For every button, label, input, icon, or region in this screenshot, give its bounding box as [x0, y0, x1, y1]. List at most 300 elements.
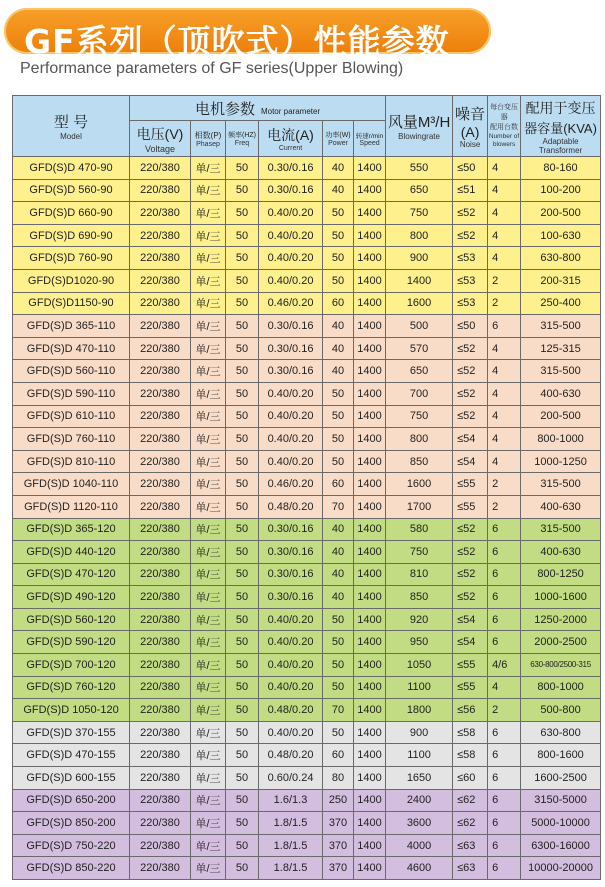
- cell-freq: 50: [226, 699, 259, 722]
- cell-freq: 50: [226, 337, 259, 360]
- cell-blowers: 6: [488, 586, 521, 609]
- table-row: [13, 857, 601, 880]
- cell-noise: ≤52: [453, 405, 488, 428]
- cell-airflow: 810: [386, 563, 453, 586]
- cell-phase: 单/三: [191, 450, 226, 473]
- cell-noise: ≤54: [453, 450, 488, 473]
- cell-blowers: 6: [488, 721, 521, 744]
- header-voltage: [130, 121, 191, 157]
- cell-model: GFD(S)D 1040-110: [13, 473, 130, 496]
- cell-model: GFD(S)D 600-155: [13, 767, 130, 790]
- cell-blowers: 2: [488, 473, 521, 496]
- table-row: [13, 563, 601, 586]
- cell-voltage: 220/380: [130, 721, 191, 744]
- cell-model: GFD(S)D 590-120: [13, 631, 130, 654]
- cell-model: GFD(S)D 470-155: [13, 744, 130, 767]
- cell-airflow: 920: [386, 608, 453, 631]
- header-motor: [130, 96, 386, 121]
- cell-voltage: 220/380: [130, 834, 191, 857]
- cell-phase: 单/三: [191, 699, 226, 722]
- cell-speed: 1400: [354, 563, 386, 586]
- cell-speed: 1400: [354, 473, 386, 496]
- cell-blowers: 2: [488, 495, 521, 518]
- cell-blowers: 6: [488, 518, 521, 541]
- cell-power: 250: [323, 789, 354, 812]
- cell-current: 0.48/0.20: [259, 495, 323, 518]
- cell-noise: ≤62: [453, 812, 488, 835]
- cell-model: GFD(S)D 490-120: [13, 586, 130, 609]
- cell-speed: 1400: [354, 541, 386, 564]
- table-row: [13, 789, 601, 812]
- cell-model: GFD(S)D 560-110: [13, 360, 130, 383]
- cell-phase: 单/三: [191, 676, 226, 699]
- cell-noise: ≤55: [453, 473, 488, 496]
- cell-freq: 50: [226, 247, 259, 270]
- cell-noise: ≤52: [453, 382, 488, 405]
- cell-phase: 单/三: [191, 789, 226, 812]
- cell-model: GFD(S)D 660-90: [13, 202, 130, 225]
- header-power-en: Power: [328, 140, 348, 147]
- cell-phase: 单/三: [191, 179, 226, 202]
- cell-speed: 1400: [354, 202, 386, 225]
- cell-current: 0.40/0.20: [259, 654, 323, 677]
- cell-noise: ≤63: [453, 857, 488, 880]
- header-model: [13, 96, 130, 157]
- cell-transformer: 125-315: [521, 337, 601, 360]
- cell-speed: 1400: [354, 382, 386, 405]
- cell-current: 0.30/0.16: [259, 157, 323, 180]
- header-power-cn: 功率(W): [325, 132, 351, 139]
- cell-blowers: 4/6: [488, 654, 521, 677]
- cell-power: 40: [323, 179, 354, 202]
- table-row: [13, 699, 601, 722]
- cell-blowers: 6: [488, 315, 521, 338]
- cell-freq: 50: [226, 315, 259, 338]
- cell-model: GFD(S)D 470-120: [13, 563, 130, 586]
- cell-speed: 1400: [354, 495, 386, 518]
- cell-voltage: 220/380: [130, 699, 191, 722]
- cell-freq: 50: [226, 179, 259, 202]
- header-noise-cn: 噪音: [455, 106, 486, 123]
- header-blowers-en: Number of blowers: [488, 133, 520, 148]
- cell-noise: ≤53: [453, 292, 488, 315]
- cell-transformer: 1600-2500: [521, 767, 601, 790]
- cell-blowers: 6: [488, 812, 521, 835]
- cell-model: GFD(S)D 610-110: [13, 405, 130, 428]
- table-row: [13, 405, 601, 428]
- cell-phase: 单/三: [191, 473, 226, 496]
- cell-blowers: 6: [488, 834, 521, 857]
- cell-speed: 1400: [354, 179, 386, 202]
- table-row: [13, 721, 601, 744]
- cell-transformer: 80-160: [521, 157, 601, 180]
- cell-current: 0.40/0.20: [259, 428, 323, 451]
- table-row: [13, 744, 601, 767]
- cell-freq: 50: [226, 224, 259, 247]
- header-blowers: [488, 96, 521, 157]
- cell-phase: 单/三: [191, 337, 226, 360]
- cell-model: GFD(S)D 1050-120: [13, 699, 130, 722]
- cell-noise: ≤54: [453, 428, 488, 451]
- cell-speed: 1400: [354, 721, 386, 744]
- cell-current: 0.60/0.24: [259, 767, 323, 790]
- cell-airflow: 900: [386, 247, 453, 270]
- cell-blowers: 6: [488, 563, 521, 586]
- performance-table: [12, 95, 601, 880]
- header-model-cn: 型 号: [53, 114, 89, 131]
- cell-freq: 50: [226, 428, 259, 451]
- header-power: [323, 121, 354, 157]
- cell-speed: 1400: [354, 315, 386, 338]
- table-row: [13, 269, 601, 292]
- cell-voltage: 220/380: [130, 247, 191, 270]
- cell-airflow: 800: [386, 428, 453, 451]
- cell-freq: 50: [226, 586, 259, 609]
- cell-model: GFD(S)D 760-90: [13, 247, 130, 270]
- cell-noise: ≤52: [453, 563, 488, 586]
- cell-transformer: 10000-20000: [521, 857, 601, 880]
- cell-model: GFD(S)D 700-120: [13, 654, 130, 677]
- cell-voltage: 220/380: [130, 224, 191, 247]
- cell-power: 50: [323, 428, 354, 451]
- cell-noise: ≤63: [453, 834, 488, 857]
- cell-voltage: 220/380: [130, 586, 191, 609]
- header-noise-unit: (A): [460, 124, 480, 140]
- cell-noise: ≤53: [453, 269, 488, 292]
- cell-model: GFD(S)D1150-90: [13, 292, 130, 315]
- cell-model: GFD(S)D 760-120: [13, 676, 130, 699]
- cell-voltage: 220/380: [130, 157, 191, 180]
- cell-blowers: 4: [488, 450, 521, 473]
- title-banner: [4, 8, 491, 61]
- cell-blowers: 2: [488, 269, 521, 292]
- cell-transformer: 250-400: [521, 292, 601, 315]
- cell-model: GFD(S)D 560-120: [13, 608, 130, 631]
- table-row: [13, 224, 601, 247]
- cell-model: GFD(S)D 810-110: [13, 450, 130, 473]
- cell-speed: 1400: [354, 586, 386, 609]
- header-airflow-en: Blowingrate: [398, 132, 440, 141]
- cell-voltage: 220/380: [130, 315, 191, 338]
- cell-voltage: 220/380: [130, 495, 191, 518]
- cell-freq: 50: [226, 202, 259, 225]
- cell-speed: 1400: [354, 405, 386, 428]
- cell-model: GFD(S)D 590-110: [13, 382, 130, 405]
- cell-transformer: 315-500: [521, 360, 601, 383]
- cell-voltage: 220/380: [130, 789, 191, 812]
- cell-model: GFD(S)D 690-90: [13, 224, 130, 247]
- table-row: [13, 292, 601, 315]
- cell-freq: 50: [226, 292, 259, 315]
- cell-freq: 50: [226, 269, 259, 292]
- cell-voltage: 220/380: [130, 450, 191, 473]
- cell-voltage: 220/380: [130, 676, 191, 699]
- cell-freq: 50: [226, 382, 259, 405]
- cell-power: 40: [323, 360, 354, 383]
- table-row: [13, 834, 601, 857]
- cell-current: 0.40/0.20: [259, 382, 323, 405]
- cell-airflow: 800: [386, 224, 453, 247]
- cell-phase: 单/三: [191, 563, 226, 586]
- cell-noise: ≤54: [453, 608, 488, 631]
- cell-transformer: 100-630: [521, 224, 601, 247]
- cell-noise: ≤53: [453, 247, 488, 270]
- cell-airflow: 1600: [386, 473, 453, 496]
- cell-transformer: 315-500: [521, 518, 601, 541]
- cell-model: GFD(S)D 440-120: [13, 541, 130, 564]
- cell-noise: ≤56: [453, 699, 488, 722]
- cell-transformer: 315-500: [521, 473, 601, 496]
- cell-airflow: 500: [386, 315, 453, 338]
- cell-phase: 单/三: [191, 586, 226, 609]
- table-row: [13, 586, 601, 609]
- cell-power: 370: [323, 812, 354, 835]
- cell-blowers: 4: [488, 224, 521, 247]
- cell-airflow: 1050: [386, 654, 453, 677]
- cell-phase: 单/三: [191, 767, 226, 790]
- cell-model: GFD(S)D1020-90: [13, 269, 130, 292]
- cell-transformer: 400-630: [521, 382, 601, 405]
- cell-phase: 单/三: [191, 631, 226, 654]
- cell-voltage: 220/380: [130, 563, 191, 586]
- header-noise: [453, 96, 488, 157]
- cell-power: 50: [323, 405, 354, 428]
- cell-model: GFD(S)D 560-90: [13, 179, 130, 202]
- cell-current: 0.48/0.20: [259, 744, 323, 767]
- cell-power: 50: [323, 382, 354, 405]
- cell-airflow: 550: [386, 157, 453, 180]
- cell-speed: 1400: [354, 834, 386, 857]
- table-row: [13, 654, 601, 677]
- cell-freq: 50: [226, 541, 259, 564]
- cell-transformer: 2000-2500: [521, 631, 601, 654]
- cell-model: GFD(S)D 850-200: [13, 812, 130, 835]
- cell-current: 0.40/0.20: [259, 676, 323, 699]
- cell-speed: 1400: [354, 744, 386, 767]
- cell-model: GFD(S)D 1120-110: [13, 495, 130, 518]
- cell-blowers: 4: [488, 428, 521, 451]
- table-body: [13, 157, 601, 880]
- cell-airflow: 750: [386, 202, 453, 225]
- cell-voltage: 220/380: [130, 541, 191, 564]
- header-model-en: Model: [60, 132, 82, 141]
- cell-transformer: 3150-5000: [521, 789, 601, 812]
- header-transformer-en: Adaptable Transformer: [538, 136, 583, 155]
- cell-current: 1.6/1.3: [259, 789, 323, 812]
- cell-voltage: 220/380: [130, 631, 191, 654]
- cell-noise: ≤52: [453, 202, 488, 225]
- cell-voltage: 220/380: [130, 269, 191, 292]
- cell-transformer: 630-800: [521, 247, 601, 270]
- cell-voltage: 220/380: [130, 767, 191, 790]
- cell-power: 50: [323, 202, 354, 225]
- cell-current: 0.30/0.16: [259, 518, 323, 541]
- cell-transformer: 800-1250: [521, 563, 601, 586]
- cell-blowers: 6: [488, 541, 521, 564]
- cell-phase: 单/三: [191, 834, 226, 857]
- header-current: [259, 121, 323, 157]
- cell-airflow: 1650: [386, 767, 453, 790]
- cell-freq: 50: [226, 676, 259, 699]
- cell-blowers: 4: [488, 405, 521, 428]
- cell-current: 0.40/0.20: [259, 247, 323, 270]
- header-motor-en: Motor parameter: [260, 106, 321, 116]
- cell-current: 1.8/1.5: [259, 857, 323, 880]
- cell-freq: 50: [226, 767, 259, 790]
- cell-transformer: 200-315: [521, 269, 601, 292]
- header-current-cn: 电流(A): [267, 127, 314, 143]
- cell-model: GFD(S)D 470-90: [13, 157, 130, 180]
- cell-phase: 单/三: [191, 541, 226, 564]
- table-row: [13, 608, 601, 631]
- cell-blowers: 4: [488, 179, 521, 202]
- cell-power: 80: [323, 767, 354, 790]
- cell-phase: 单/三: [191, 405, 226, 428]
- cell-freq: 50: [226, 405, 259, 428]
- cell-airflow: 650: [386, 360, 453, 383]
- cell-phase: 单/三: [191, 269, 226, 292]
- cell-blowers: 6: [488, 857, 521, 880]
- table-row: [13, 495, 601, 518]
- cell-model: GFD(S)D 850-220: [13, 857, 130, 880]
- cell-airflow: 950: [386, 631, 453, 654]
- cell-airflow: 650: [386, 179, 453, 202]
- cell-voltage: 220/380: [130, 857, 191, 880]
- page-title: GF系列（顶吹式）性能参数: [24, 22, 450, 61]
- header-airflow: [386, 96, 453, 157]
- cell-model: GFD(S)D 750-220: [13, 834, 130, 857]
- header-transformer: [521, 96, 601, 157]
- cell-voltage: 220/380: [130, 405, 191, 428]
- cell-airflow: 750: [386, 405, 453, 428]
- cell-airflow: 3600: [386, 812, 453, 835]
- cell-speed: 1400: [354, 699, 386, 722]
- cell-freq: 50: [226, 834, 259, 857]
- cell-model: GFD(S)D 365-120: [13, 518, 130, 541]
- cell-freq: 50: [226, 631, 259, 654]
- table-row: [13, 428, 601, 451]
- cell-model: GFD(S)D 370-155: [13, 721, 130, 744]
- table-row: [13, 179, 601, 202]
- cell-model: GFD(S)D 760-110: [13, 428, 130, 451]
- header-speed-en: Speed: [359, 139, 380, 147]
- cell-phase: 单/三: [191, 315, 226, 338]
- cell-current: 0.40/0.20: [259, 202, 323, 225]
- cell-freq: 50: [226, 157, 259, 180]
- cell-power: 40: [323, 157, 354, 180]
- cell-transformer: 100-200: [521, 179, 601, 202]
- header-current-en: Current: [278, 145, 303, 152]
- table-row: [13, 676, 601, 699]
- cell-speed: 1400: [354, 857, 386, 880]
- cell-blowers: 4: [488, 157, 521, 180]
- cell-phase: 单/三: [191, 428, 226, 451]
- cell-speed: 1400: [354, 676, 386, 699]
- cell-phase: 单/三: [191, 382, 226, 405]
- cell-freq: 50: [226, 518, 259, 541]
- cell-transformer: 200-500: [521, 202, 601, 225]
- cell-blowers: 4: [488, 360, 521, 383]
- cell-transformer: 5000-10000: [521, 812, 601, 835]
- cell-transformer: 1000-1600: [521, 586, 601, 609]
- cell-airflow: 1400: [386, 269, 453, 292]
- cell-current: 0.30/0.16: [259, 315, 323, 338]
- cell-freq: 50: [226, 608, 259, 631]
- cell-airflow: 1100: [386, 744, 453, 767]
- cell-power: 40: [323, 563, 354, 586]
- cell-noise: ≤55: [453, 495, 488, 518]
- cell-power: 50: [323, 721, 354, 744]
- cell-power: 60: [323, 473, 354, 496]
- cell-voltage: 220/380: [130, 292, 191, 315]
- cell-airflow: 900: [386, 721, 453, 744]
- cell-speed: 1400: [354, 224, 386, 247]
- table-row: [13, 315, 601, 338]
- header-transformer-cn1: 配用于变压: [525, 99, 596, 116]
- cell-noise: ≤52: [453, 541, 488, 564]
- cell-current: 0.40/0.20: [259, 405, 323, 428]
- cell-noise: ≤58: [453, 721, 488, 744]
- cell-power: 60: [323, 744, 354, 767]
- cell-power: 50: [323, 224, 354, 247]
- cell-airflow: 850: [386, 586, 453, 609]
- cell-noise: ≤52: [453, 360, 488, 383]
- cell-freq: 50: [226, 450, 259, 473]
- cell-phase: 单/三: [191, 744, 226, 767]
- cell-model: GFD(S)D 470-110: [13, 337, 130, 360]
- cell-noise: ≤54: [453, 631, 488, 654]
- cell-current: 0.30/0.16: [259, 179, 323, 202]
- cell-transformer: 1250-2000: [521, 608, 601, 631]
- table-row: [13, 518, 601, 541]
- cell-noise: ≤51: [453, 179, 488, 202]
- cell-voltage: 220/380: [130, 812, 191, 835]
- header-freq-en: Freq: [234, 140, 250, 147]
- cell-power: 70: [323, 699, 354, 722]
- header-noise-en: Noise: [459, 140, 481, 149]
- cell-model: GFD(S)D 365-110: [13, 315, 130, 338]
- table-row: [13, 541, 601, 564]
- cell-speed: 1400: [354, 789, 386, 812]
- cell-noise: ≤60: [453, 767, 488, 790]
- cell-current: 0.40/0.20: [259, 269, 323, 292]
- cell-airflow: 750: [386, 541, 453, 564]
- table-row: [13, 812, 601, 835]
- header-blowers-cn2: 配用台数: [490, 124, 519, 131]
- header-voltage-en: Voltage: [144, 143, 176, 154]
- table-row: [13, 247, 601, 270]
- table-row: [13, 450, 601, 473]
- cell-blowers: 4: [488, 382, 521, 405]
- table-row: [13, 157, 601, 180]
- table-row: [13, 202, 601, 225]
- cell-current: 0.46/0.20: [259, 292, 323, 315]
- cell-phase: 单/三: [191, 812, 226, 835]
- header-phase-en: Phasep: [196, 140, 220, 148]
- cell-speed: 1400: [354, 654, 386, 677]
- cell-transformer: 315-500: [521, 315, 601, 338]
- cell-voltage: 220/380: [130, 608, 191, 631]
- cell-current: 0.30/0.16: [259, 360, 323, 383]
- cell-power: 60: [323, 292, 354, 315]
- cell-current: 0.30/0.16: [259, 563, 323, 586]
- cell-current: 0.40/0.20: [259, 224, 323, 247]
- cell-noise: ≤52: [453, 518, 488, 541]
- cell-blowers: 4: [488, 337, 521, 360]
- cell-model: GFD(S)D 650-200: [13, 789, 130, 812]
- cell-freq: 50: [226, 721, 259, 744]
- cell-phase: 单/三: [191, 202, 226, 225]
